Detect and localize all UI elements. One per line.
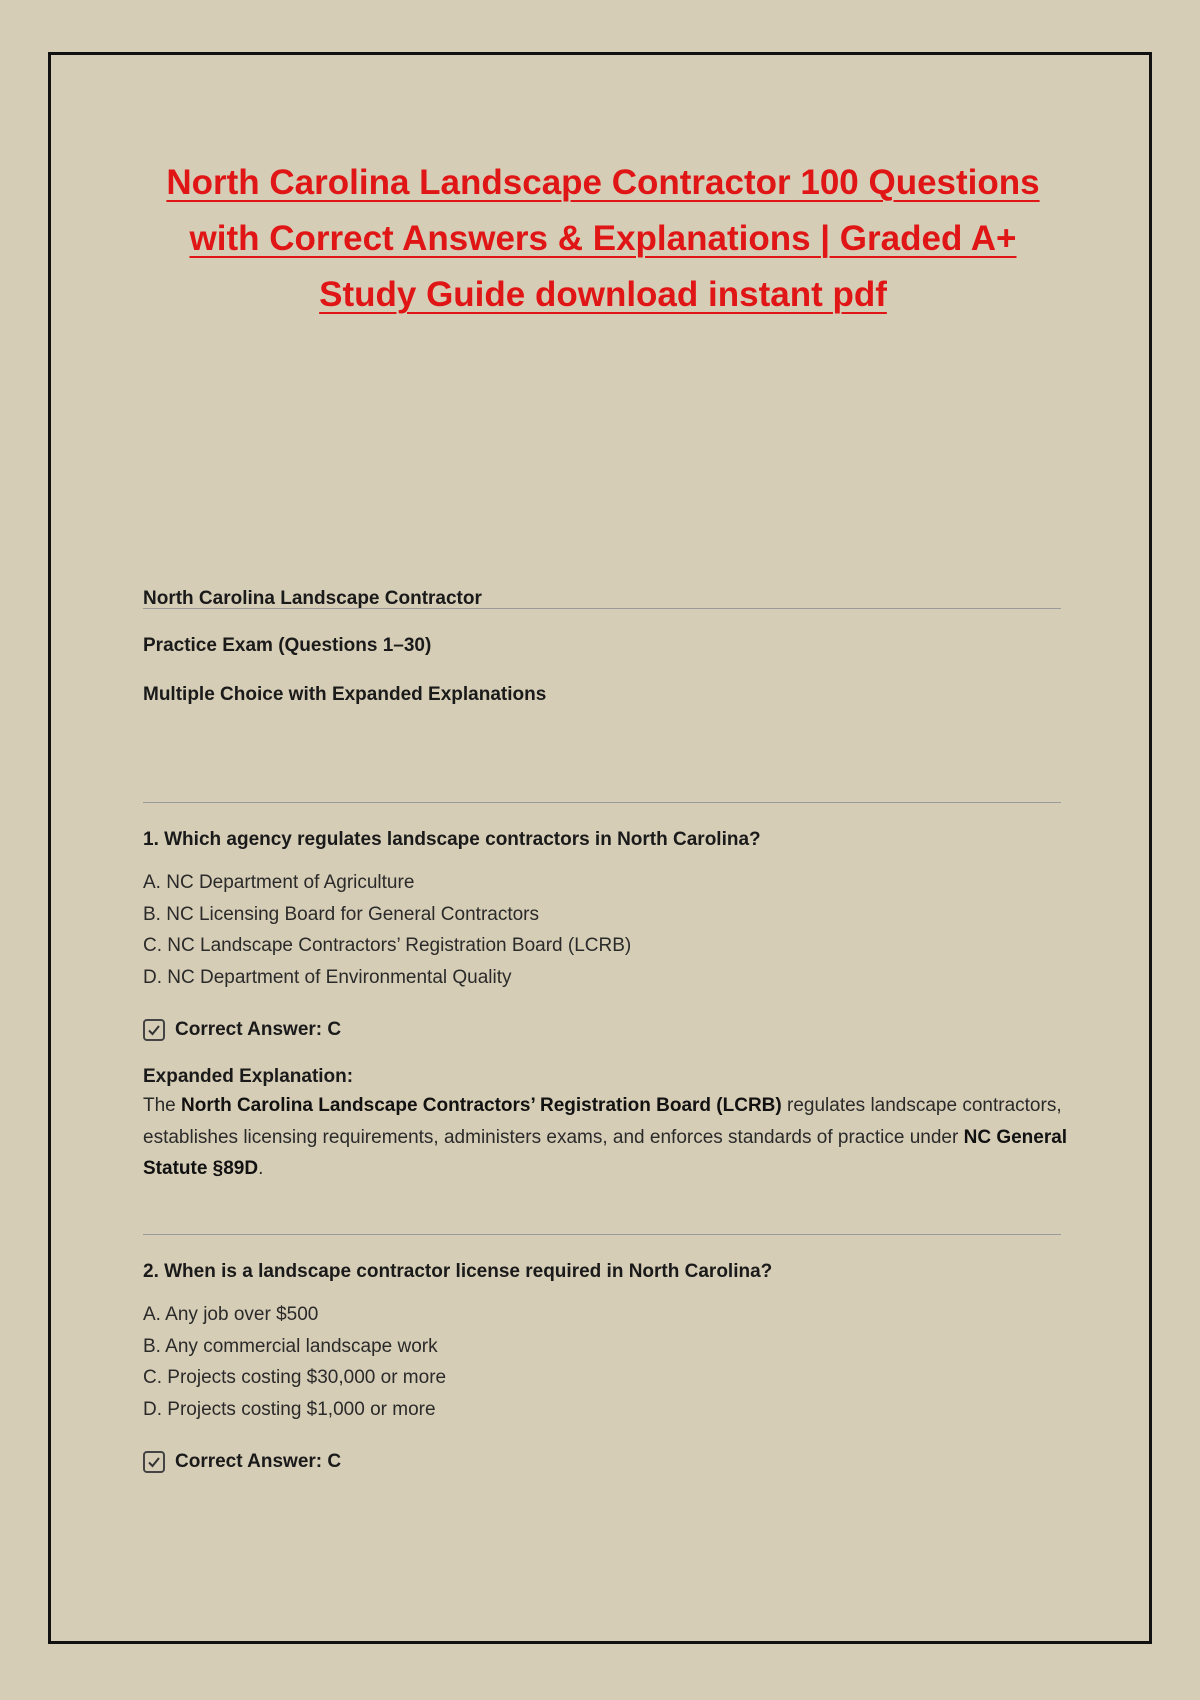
checkbox-checked-icon <box>143 1451 165 1473</box>
option-d: D. NC Department of Environmental Quality <box>143 966 512 988</box>
divider <box>143 802 1061 803</box>
document-page <box>48 52 1152 1644</box>
exam-range: Practice Exam (Questions 1–30) <box>143 635 432 656</box>
option-b: B. Any commercial landscape work <box>143 1335 438 1357</box>
exam-format: Multiple Choice with Expanded Explanations <box>143 684 547 705</box>
question-2: 2. When is a landscape contractor license required in North Carolina? <box>143 1261 773 1282</box>
explanation-heading: Expanded Explanation: <box>143 1066 354 1087</box>
correct-answer-label: Correct Answer: C <box>175 1019 342 1040</box>
question-2-options <box>143 1299 446 1425</box>
option-b: B. NC Licensing Board for General Contractors <box>143 903 540 925</box>
explanation-emphasis: North Carolina Landscape Contractors’ Registration Board (LCRB) <box>181 1095 782 1116</box>
explanation-part: . <box>258 1158 264 1179</box>
divider <box>143 1234 1061 1235</box>
option-c: C. Projects costing $30,000 or more <box>143 1367 447 1388</box>
option-a: A. NC Department of Agriculture <box>143 872 415 893</box>
question-1-options <box>143 867 631 993</box>
checkbox-checked-icon <box>143 1019 165 1041</box>
correct-answer-label: Correct Answer: C <box>175 1451 342 1472</box>
explanation-emphasis: NC General Statute §89D <box>143 1126 1068 1179</box>
document-title: North Carolina Landscape Contractor 100 Questions with Correct Answers & Explanations | Graded A+ Study Guide download instant pdf <box>166 163 1040 314</box>
correct-answer-1 <box>143 1019 341 1041</box>
option-a: A. Any job over $500 <box>143 1304 319 1325</box>
option-c: C. NC Landscape Contractors’ Registration Board (LCRB) <box>143 935 632 956</box>
explanation-text <box>143 1090 1083 1185</box>
correct-answer-2 <box>143 1451 341 1473</box>
exam-subject: North Carolina Landscape Contractor <box>143 588 482 609</box>
explanation-part: The <box>143 1095 182 1116</box>
option-d: D. Projects costing $1,000 or more <box>143 1398 436 1420</box>
explanation-part: regulates landscape contractors, establishes licensing requirements, administers exams, and enforces standards of practice under <box>143 1095 1062 1148</box>
question-1: 1. Which agency regulates landscape contractors in North Carolina? <box>143 829 761 850</box>
